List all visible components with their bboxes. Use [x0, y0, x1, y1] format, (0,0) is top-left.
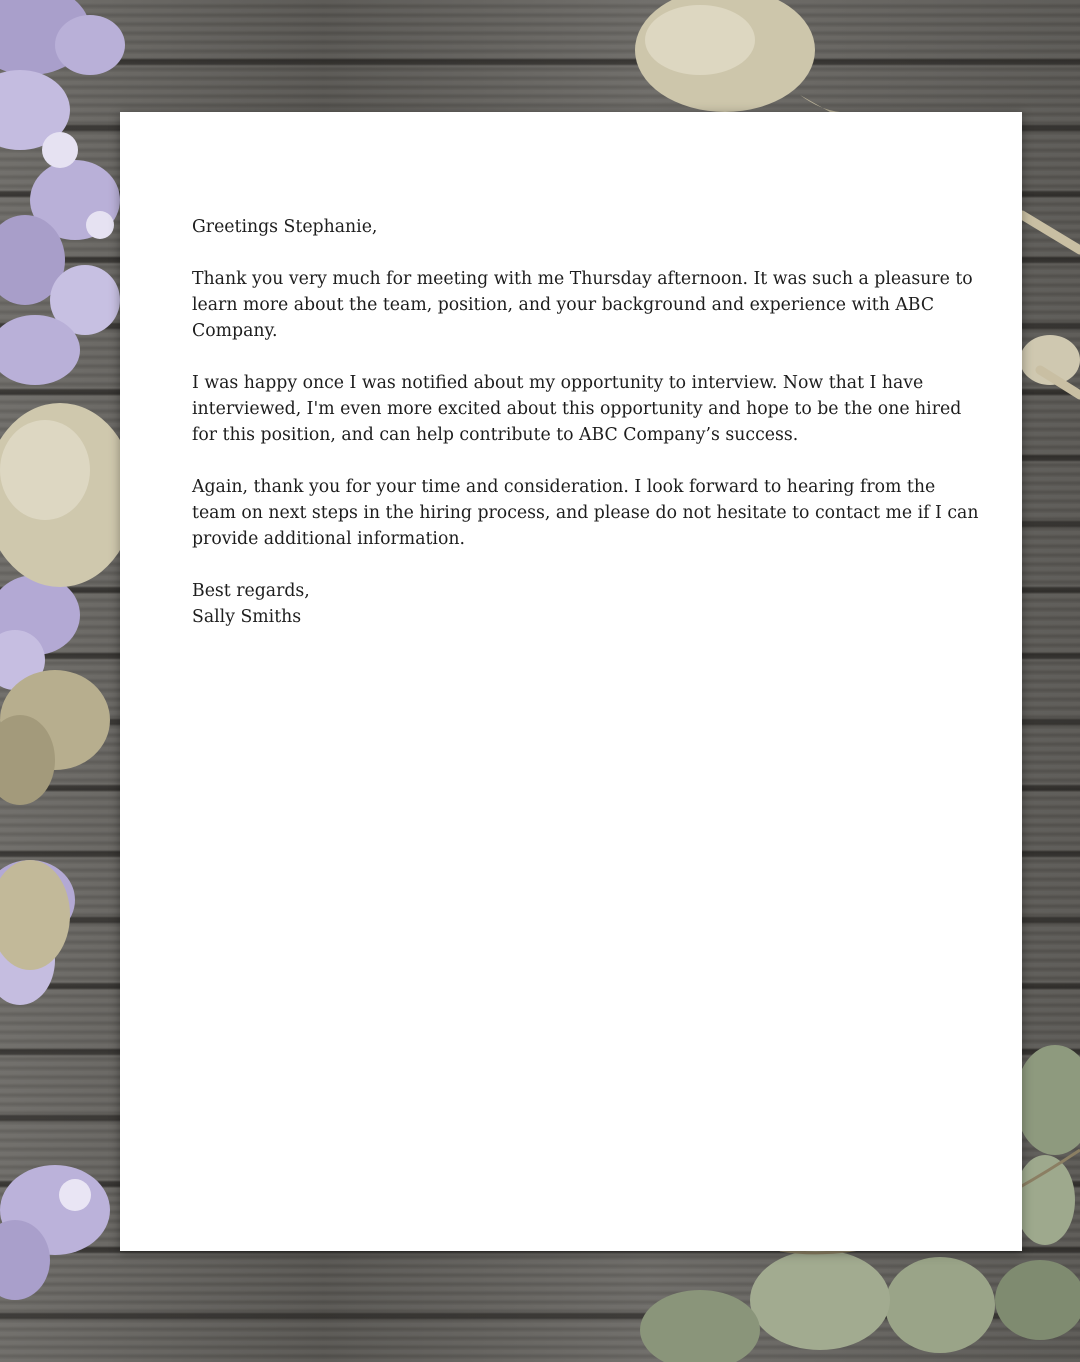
paragraph-2-line-3: for this position, and can help contribute to ABC Company’s success.: [192, 425, 799, 445]
letter-greeting: [192, 214, 982, 240]
paragraph-1-line-3: Company.: [192, 321, 278, 341]
greeting-line: Greetings Stephanie,: [192, 217, 378, 237]
letter-body: [192, 214, 982, 656]
letter-sign-off: [192, 578, 982, 630]
letter-paragraph-2: [192, 370, 982, 448]
signature-name: Sally Smiths: [192, 607, 302, 627]
lavender-flowers-top-left: [0, 0, 125, 385]
paragraph-3-line-3: provide additional information.: [192, 529, 465, 549]
paragraph-2-line-2: interviewed, I'm even more excited about this opportunity and hope to be the one hired: [192, 399, 962, 419]
lavender-flowers-bottom-left: [0, 1165, 110, 1300]
letter-paragraph-3: [192, 474, 982, 552]
letter-paper: [120, 112, 1022, 1251]
paragraph-1-line-1: Thank you very much for meeting with me Thursday afternoon. It was such a pleasure to: [192, 269, 973, 289]
letter-paragraph-1: [192, 266, 982, 344]
closing-line: Best regards,: [192, 581, 310, 601]
paragraph-3-line-1: Again, thank you for your time and consideration. I look forward to hearing from the: [192, 477, 936, 497]
paragraph-2-line-1: I was happy once I was notified about my opportunity to interview. Now that I have: [192, 373, 924, 393]
paragraph-1-line-2: learn more about the team, position, and your background and experience with ABC: [192, 295, 935, 315]
paragraph-3-line-2: team on next steps in the hiring process, and please do not hesitate to contact me if I can: [192, 503, 979, 523]
